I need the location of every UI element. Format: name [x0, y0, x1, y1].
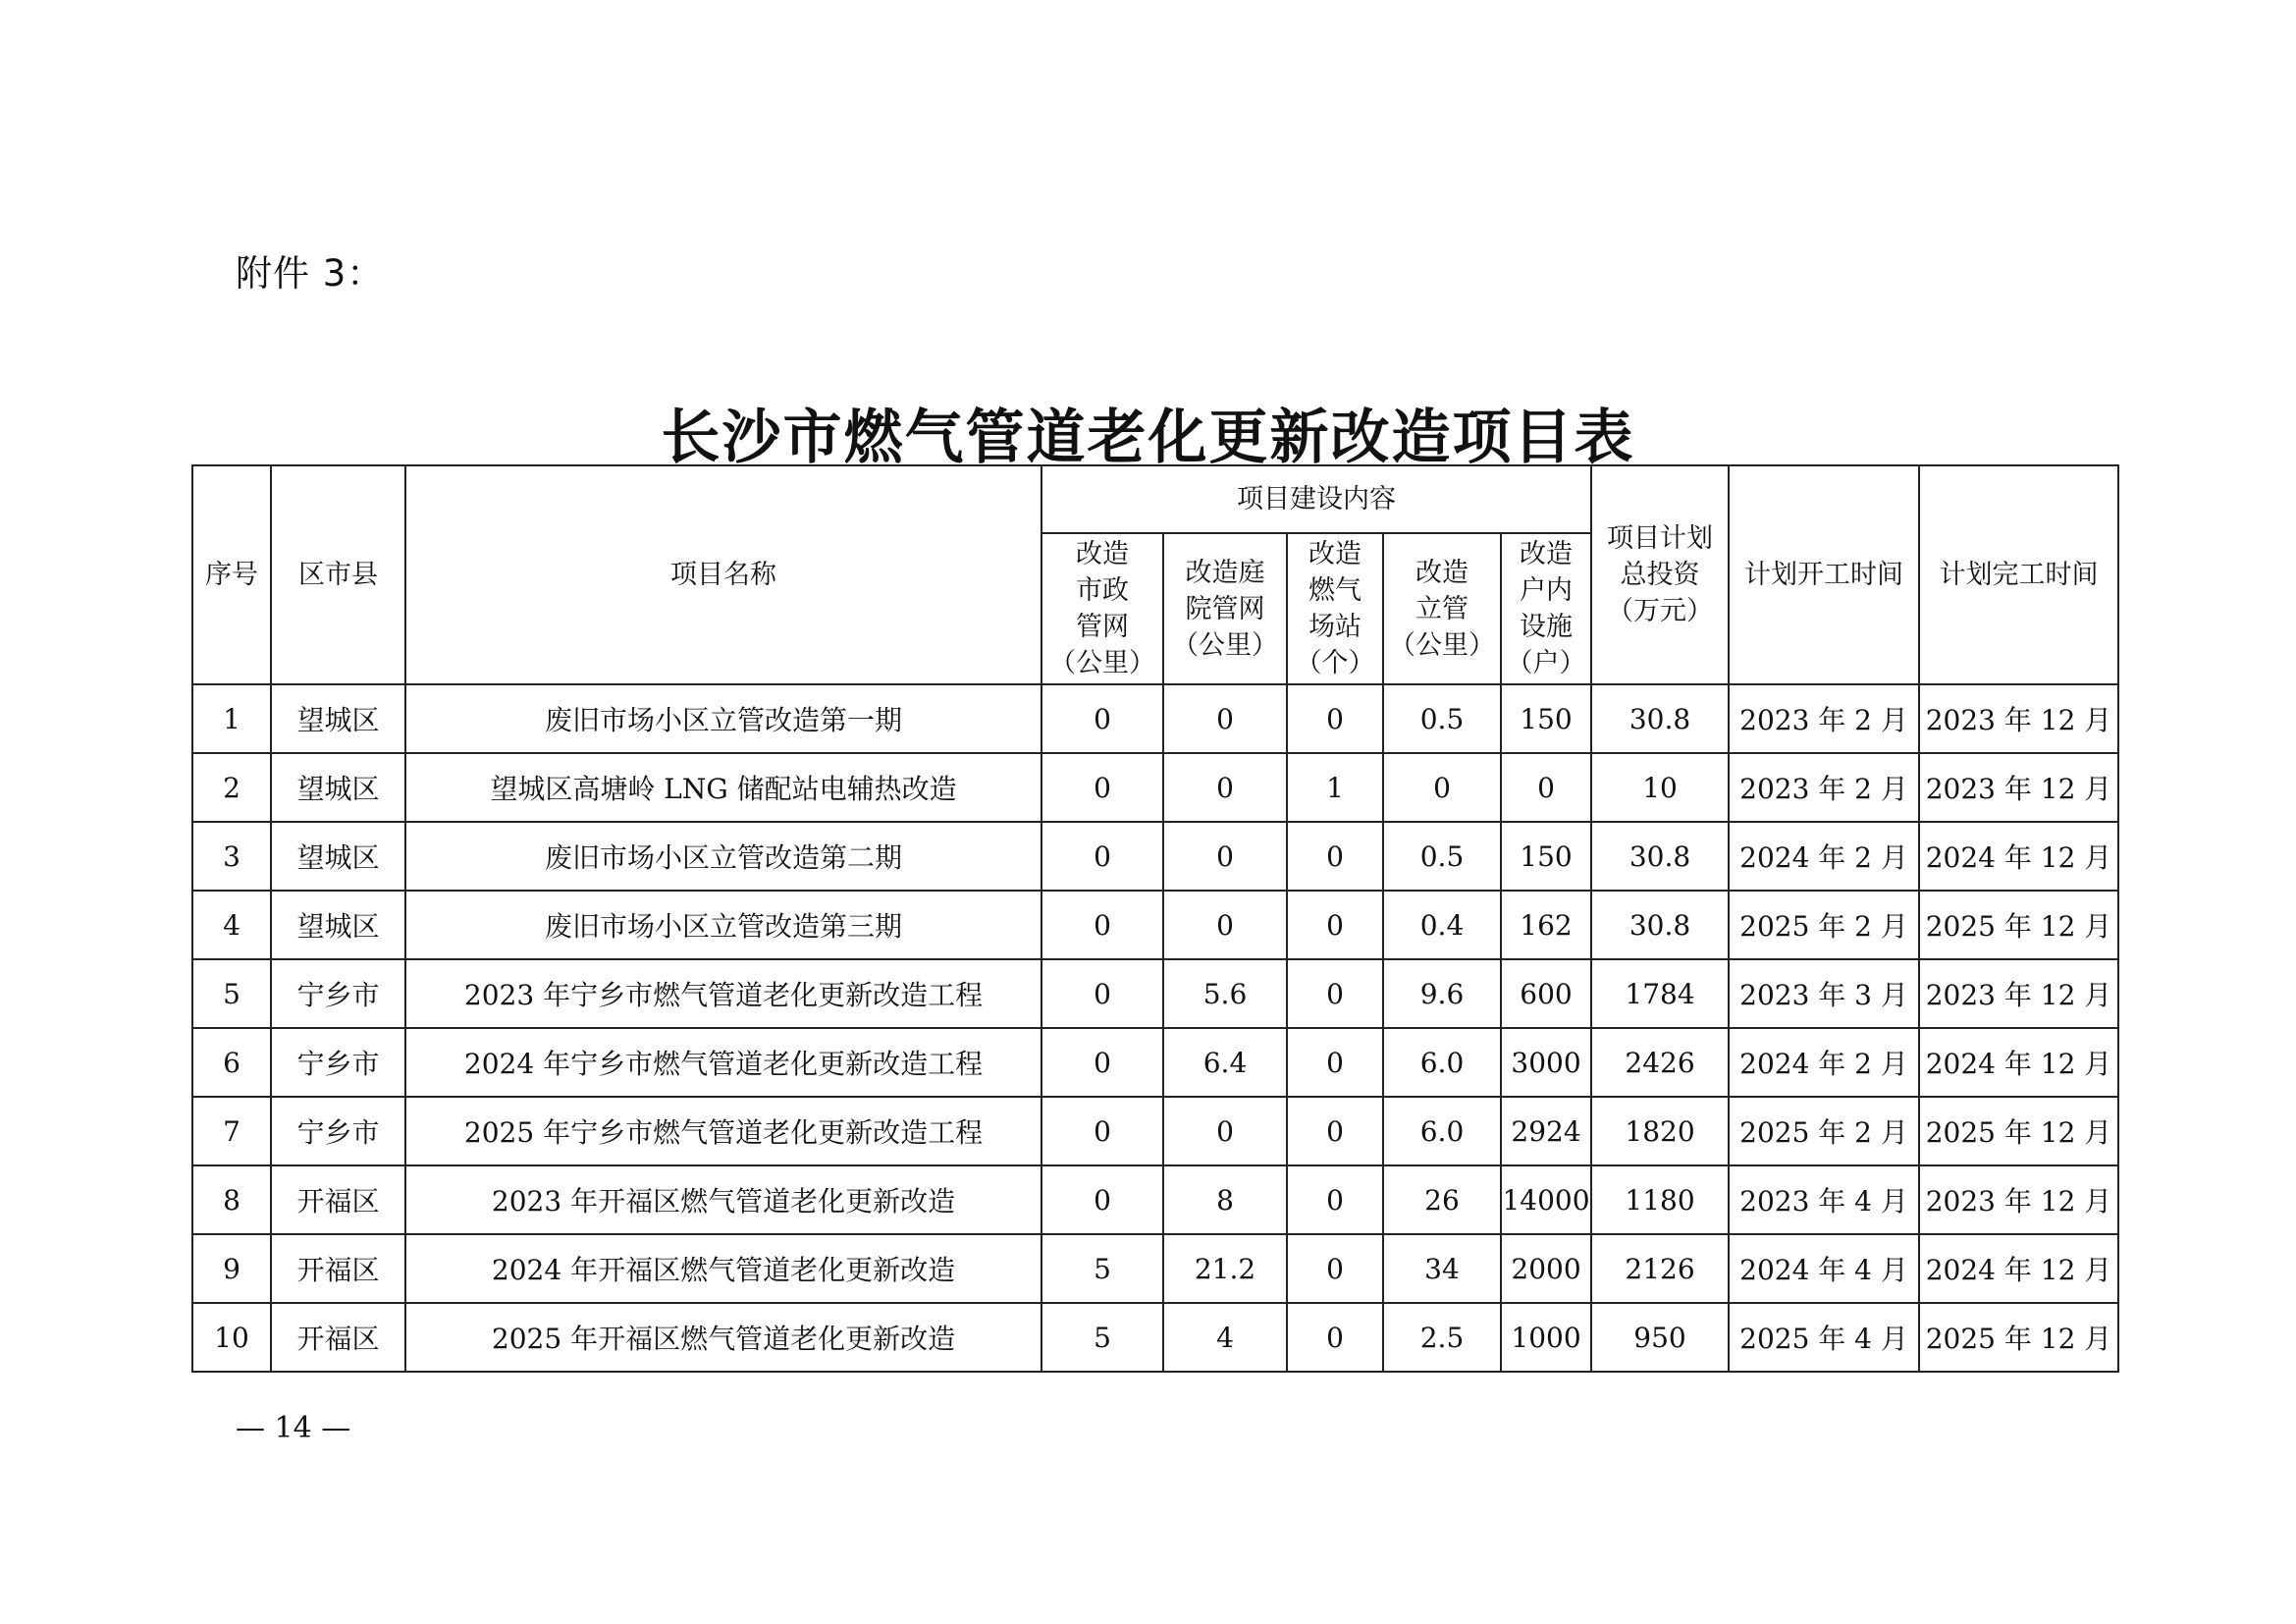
cell-riser: 0.4	[1383, 891, 1501, 959]
cell-indoor-facility: 600	[1501, 959, 1591, 1028]
cell-end-date: 2025 年 12 月	[1919, 1303, 2118, 1372]
header-line: 项目计划	[1607, 523, 1714, 554]
cell-riser: 0	[1383, 753, 1501, 822]
table-row	[192, 753, 2118, 822]
cell-courtyard-network: 0	[1163, 753, 1287, 822]
table-row	[192, 822, 2118, 891]
cell-indoor-facility: 14000	[1501, 1165, 1591, 1234]
cell-courtyard-network: 6.4	[1163, 1028, 1287, 1097]
cell-project-name: 2024 年开福区燃气管道老化更新改造	[405, 1234, 1041, 1303]
cell-gas-station: 0	[1287, 1303, 1383, 1372]
header-line: （公里）	[1389, 629, 1495, 661]
cell-investment: 30.8	[1591, 684, 1729, 753]
cell-project-name: 废旧市场小区立管改造第一期	[405, 684, 1041, 753]
cell-indoor-facility: 3000	[1501, 1028, 1591, 1097]
cell-district: 望城区	[271, 753, 405, 822]
cell-investment: 2126	[1591, 1234, 1729, 1303]
header-line: 设施	[1520, 612, 1573, 642]
cell-courtyard-network: 21.2	[1163, 1234, 1287, 1303]
header-line: 市政	[1076, 575, 1129, 606]
cell-end-date: 2023 年 12 月	[1919, 1165, 2118, 1234]
project-table	[191, 464, 2119, 1373]
cell-seq: 7	[192, 1097, 271, 1165]
cell-project-name: 废旧市场小区立管改造第三期	[405, 891, 1041, 959]
header-line: 改造庭	[1185, 557, 1265, 588]
cell-investment: 950	[1591, 1303, 1729, 1372]
attachment-label: 附件 3：	[236, 252, 385, 295]
cell-end-date: 2024 年 12 月	[1919, 1028, 2118, 1097]
cell-riser: 34	[1383, 1234, 1501, 1303]
cell-indoor-facility: 0	[1501, 753, 1591, 822]
header-line: 改造	[1520, 539, 1573, 569]
cell-district: 开福区	[271, 1234, 405, 1303]
header-line: （公里）	[1049, 648, 1155, 678]
cell-investment: 2426	[1591, 1028, 1729, 1097]
cell-start-date: 2024 年 4 月	[1729, 1234, 1919, 1303]
cell-courtyard-network: 5.6	[1163, 959, 1287, 1028]
cell-gas-station: 1	[1287, 753, 1383, 822]
header-line: 立管	[1415, 593, 1468, 624]
header-line: 场站	[1308, 612, 1362, 642]
cell-courtyard-network: 4	[1163, 1303, 1287, 1372]
cell-district: 开福区	[271, 1303, 405, 1372]
cell-gas-station: 0	[1287, 822, 1383, 891]
cell-investment: 1820	[1591, 1097, 1729, 1165]
cell-investment: 1784	[1591, 959, 1729, 1028]
cell-district: 宁乡市	[271, 959, 405, 1028]
cell-municipal-network: 0	[1041, 1165, 1163, 1234]
header-riser	[1383, 533, 1501, 684]
cell-riser: 2.5	[1383, 1303, 1501, 1372]
cell-municipal-network: 0	[1041, 753, 1163, 822]
cell-courtyard-network: 0	[1163, 822, 1287, 891]
table-row	[192, 1165, 2118, 1234]
header-gas-station	[1287, 533, 1383, 684]
cell-district: 望城区	[271, 822, 405, 891]
cell-end-date: 2025 年 12 月	[1919, 891, 2118, 959]
cell-riser: 9.6	[1383, 959, 1501, 1028]
cell-riser: 26	[1383, 1165, 1501, 1234]
table-row	[192, 959, 2118, 1028]
header-line: （公里）	[1172, 629, 1278, 661]
cell-municipal-network: 5	[1041, 1234, 1163, 1303]
cell-municipal-network: 0	[1041, 684, 1163, 753]
cell-municipal-network: 0	[1041, 959, 1163, 1028]
header-line: （万元）	[1607, 596, 1714, 626]
cell-riser: 0.5	[1383, 822, 1501, 891]
cell-municipal-network: 0	[1041, 822, 1163, 891]
cell-end-date: 2023 年 12 月	[1919, 684, 2118, 753]
header-investment	[1591, 465, 1729, 684]
header-line: （个）	[1295, 648, 1375, 678]
cell-investment: 30.8	[1591, 891, 1729, 959]
cell-indoor-facility: 150	[1501, 822, 1591, 891]
cell-municipal-network: 0	[1041, 1028, 1163, 1097]
cell-seq: 3	[192, 822, 271, 891]
cell-gas-station: 0	[1287, 1165, 1383, 1234]
header-construction-content: 项目建设内容	[1041, 465, 1591, 533]
header-courtyard-network	[1163, 533, 1287, 684]
cell-indoor-facility: 2000	[1501, 1234, 1591, 1303]
cell-riser: 0.5	[1383, 684, 1501, 753]
cell-courtyard-network: 0	[1163, 891, 1287, 959]
cell-seq: 4	[192, 891, 271, 959]
header-line: 户内	[1520, 575, 1573, 606]
cell-start-date: 2025 年 4 月	[1729, 1303, 1919, 1372]
cell-end-date: 2025 年 12 月	[1919, 1097, 2118, 1165]
header-line: 院管网	[1185, 593, 1265, 624]
cell-end-date: 2023 年 12 月	[1919, 959, 2118, 1028]
cell-indoor-facility: 150	[1501, 684, 1591, 753]
header-seq: 序号	[192, 465, 271, 684]
header-line: （户）	[1506, 648, 1586, 678]
table-row	[192, 1028, 2118, 1097]
cell-project-name: 2025 年宁乡市燃气管道老化更新改造工程	[405, 1097, 1041, 1165]
cell-gas-station: 0	[1287, 959, 1383, 1028]
cell-project-name: 2023 年宁乡市燃气管道老化更新改造工程	[405, 959, 1041, 1028]
header-line: 改造	[1415, 557, 1468, 588]
cell-start-date: 2023 年 4 月	[1729, 1165, 1919, 1234]
cell-investment: 30.8	[1591, 822, 1729, 891]
cell-riser: 6.0	[1383, 1028, 1501, 1097]
table-row	[192, 1303, 2118, 1372]
cell-district: 望城区	[271, 891, 405, 959]
cell-investment: 10	[1591, 753, 1729, 822]
cell-gas-station: 0	[1287, 891, 1383, 959]
cell-municipal-network: 0	[1041, 891, 1163, 959]
header-start-date: 计划开工时间	[1729, 465, 1919, 684]
cell-seq: 2	[192, 753, 271, 822]
cell-seq: 10	[192, 1303, 271, 1372]
cell-start-date: 2025 年 2 月	[1729, 891, 1919, 959]
cell-courtyard-network: 8	[1163, 1165, 1287, 1234]
cell-seq: 5	[192, 959, 271, 1028]
page-title: 长沙市燃气管道老化更新改造项目表	[661, 404, 1635, 472]
cell-gas-station: 0	[1287, 1234, 1383, 1303]
cell-courtyard-network: 0	[1163, 684, 1287, 753]
header-district: 区市县	[271, 465, 405, 684]
table-row	[192, 1234, 2118, 1303]
cell-end-date: 2024 年 12 月	[1919, 822, 2118, 891]
cell-project-name: 2025 年开福区燃气管道老化更新改造	[405, 1303, 1041, 1372]
table-body	[192, 684, 2118, 1372]
cell-project-name: 废旧市场小区立管改造第二期	[405, 822, 1041, 891]
cell-courtyard-network: 0	[1163, 1097, 1287, 1165]
header-line: 总投资	[1620, 560, 1700, 590]
header-line: 燃气	[1308, 575, 1362, 606]
cell-project-name: 2023 年开福区燃气管道老化更新改造	[405, 1165, 1041, 1234]
cell-end-date: 2024 年 12 月	[1919, 1234, 2118, 1303]
cell-start-date: 2024 年 2 月	[1729, 822, 1919, 891]
table-row	[192, 1097, 2118, 1165]
table-header	[192, 465, 2118, 684]
cell-gas-station: 0	[1287, 684, 1383, 753]
header-line: 改造	[1076, 539, 1129, 569]
cell-gas-station: 0	[1287, 1028, 1383, 1097]
cell-end-date: 2023 年 12 月	[1919, 753, 2118, 822]
cell-riser: 6.0	[1383, 1097, 1501, 1165]
cell-district: 望城区	[271, 684, 405, 753]
table-row	[192, 684, 2118, 753]
cell-seq: 8	[192, 1165, 271, 1234]
cell-district: 开福区	[271, 1165, 405, 1234]
cell-start-date: 2023 年 2 月	[1729, 753, 1919, 822]
cell-municipal-network: 0	[1041, 1097, 1163, 1165]
cell-start-date: 2025 年 2 月	[1729, 1097, 1919, 1165]
header-line: 改造	[1308, 539, 1362, 569]
header-municipal-network	[1041, 533, 1163, 684]
cell-start-date: 2023 年 2 月	[1729, 684, 1919, 753]
cell-start-date: 2023 年 3 月	[1729, 959, 1919, 1028]
cell-gas-station: 0	[1287, 1097, 1383, 1165]
cell-district: 宁乡市	[271, 1097, 405, 1165]
cell-municipal-network: 5	[1041, 1303, 1163, 1372]
header-end-date: 计划完工时间	[1919, 465, 2118, 684]
page-number: — 14 —	[236, 1411, 351, 1445]
cell-seq: 6	[192, 1028, 271, 1097]
cell-investment: 1180	[1591, 1165, 1729, 1234]
cell-indoor-facility: 162	[1501, 891, 1591, 959]
cell-indoor-facility: 2924	[1501, 1097, 1591, 1165]
cell-seq: 9	[192, 1234, 271, 1303]
cell-project-name: 望城区高塘岭 LNG 储配站电辅热改造	[405, 753, 1041, 822]
cell-start-date: 2024 年 2 月	[1729, 1028, 1919, 1097]
cell-district: 宁乡市	[271, 1028, 405, 1097]
header-indoor-facility	[1501, 533, 1591, 684]
cell-project-name: 2024 年宁乡市燃气管道老化更新改造工程	[405, 1028, 1041, 1097]
cell-seq: 1	[192, 684, 271, 753]
header-project-name: 项目名称	[405, 465, 1041, 684]
header-line: 管网	[1076, 612, 1129, 642]
table-row	[192, 891, 2118, 959]
cell-indoor-facility: 1000	[1501, 1303, 1591, 1372]
